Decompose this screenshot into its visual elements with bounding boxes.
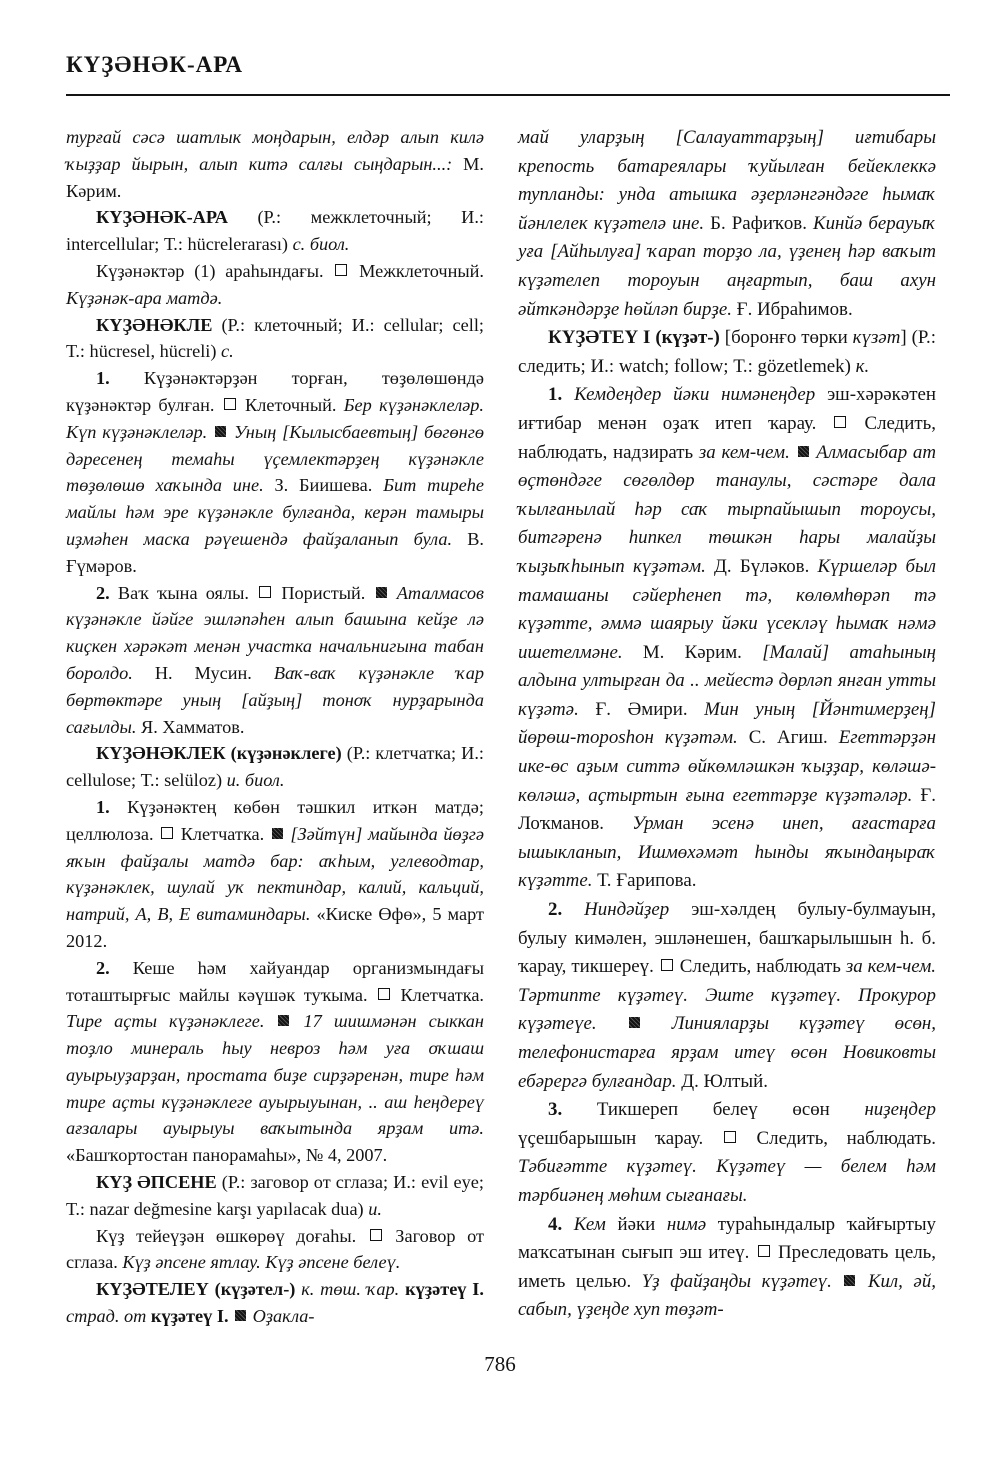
government: за кем-чем. (698, 441, 796, 463)
square-icon (378, 988, 390, 1000)
headword: КҮҘӘНӘК-АРА (96, 207, 228, 228)
source: Ғ. Ибраһимов. (736, 298, 853, 320)
quote: Оҙакла- (248, 1306, 315, 1327)
right-column (518, 124, 936, 1325)
citation-mark-icon (798, 446, 809, 457)
source: Н. Мусин. (154, 662, 274, 683)
grammar-label: и. (368, 1198, 382, 1219)
running-head: КҮҘӘНӘК-АРА (66, 52, 243, 77)
quote: [Малай] атаһының алдына ултырған да .. мейестә дөрләп янған утты күҙәтә. (518, 641, 936, 720)
headword: КҮҘӘНӘКЛЕК (күҙәнәклеге) (96, 743, 342, 764)
quote: Егеттәрҙән ике-өс аҙым ситтә өйкөмләшкән ҡыҙҙар, көләшә-көләшә, аҫтыртын ғына егеттәрҙе күҙәтәләр. (518, 727, 936, 806)
square-icon (161, 827, 173, 839)
grammar-label: к. (855, 355, 870, 377)
grammar-label: и. биол. (226, 770, 285, 791)
translation: Преследовать цель, иметь целью. (518, 1242, 936, 1292)
translation: Следить, наблюдать (674, 956, 846, 978)
translation: Клетчатка. (175, 823, 270, 844)
citation-mark-icon (844, 1275, 855, 1286)
equivalents: (Р.: межклеточный; И.: intercellular; Т.: hücrelerarası) (66, 207, 484, 255)
source: М. Кәрим. (66, 153, 484, 201)
translation: Пористый. (273, 582, 374, 603)
source: Ғ. Әмири. (595, 698, 705, 720)
source: С. Агиш. (748, 727, 839, 749)
example: Тире аҫты күҙәнәклеге. (66, 1011, 277, 1032)
sense-number: 2. (96, 957, 110, 978)
headword: КҮҘӘНӘКЛЕ (96, 314, 213, 335)
quote: 17 шишмәнән сыккан тоҙло минераль һыу невроз һәм уға оҡшаш ауырыуҙарҙан, простата биҙе сирҙәренән, тире һәм тире аҫты күҙәнәклеге ауырыуынан, .. аш һеңдереү ағзалары ауырыуы ваҡытында ярҙам итә. (66, 1011, 484, 1139)
quote: Кил, әй, сабып, үҙеңде хуп төҙәт- (518, 1270, 936, 1321)
quote: Урман эсенә инеп, ағастарға ышыкланып, Ишмөхәмәт һынды яҡындаңыраҡ күҙәтте. (518, 813, 936, 892)
definition (66, 1223, 484, 1277)
translation: Межклеточный. (349, 260, 484, 281)
source: В. Ғүмәров. (66, 528, 484, 576)
example: Тәбиғәтте күҙәтеү. Күҙәтеү — белем һәм тәрбиәнең мөһим сығанағы. (518, 1156, 936, 1206)
definition (66, 258, 484, 312)
definition-text: Күҙ тейеүҙән өшкөрөү доғаһы. (96, 1225, 368, 1246)
definition-text: үҫешбарышын ҡарау. (518, 1127, 722, 1149)
equivalents: ] (Р.: следить; И.: watch; follow; Т.: gözetlemek) (518, 327, 936, 377)
grammar-label: с. биол. (292, 234, 350, 255)
definition-text: эш-хәлдең булыу-булмауын, булыу кимәлен, эшләнешен, башҡарылышын һ. б. ҡарау, тикшереү. (518, 899, 936, 978)
entry-continuation (66, 124, 484, 204)
grammar-label: страд. от (66, 1306, 151, 1327)
quote: май уларҙың [Салауаттарҙың] иғтибары крепость батареялары ҡуйылған бейеклеккә тупланды: унда атышка әҙерләнгәндәге һымаҡ йәнлелек күҙәтелә ине. (518, 127, 936, 234)
example: Бер күҙәнәклеләр. Күп күҙәнәклеләр. (66, 394, 485, 442)
page-number: 786 (484, 1352, 516, 1376)
quote: Бит тиреһе майлы һәм эре күҙәнәкле булғанда, керән тамыры иҙмәһен маска рәүешендә файҙаланып була. (66, 475, 484, 549)
definition-text: Тикшереп белеү өсөн (562, 1099, 865, 1121)
object-label: Кемдеңдер йәки нимәнеңдер (562, 384, 828, 406)
square-icon (661, 959, 673, 971)
entry-kuzateu-1 (518, 324, 936, 381)
sense-1 (66, 365, 484, 579)
source: Я. Хамматов. (141, 716, 245, 737)
citation-mark-icon (235, 1310, 246, 1321)
object-label: нимә (666, 1213, 718, 1235)
cross-reference: күҙәтеү I. (399, 1279, 484, 1300)
entry-kuzanakle (66, 312, 484, 366)
definition-text: эш-хәрәкәтен иғтибар менән оҙаҡ итеп ҡарау. (518, 384, 936, 434)
sense-2 (66, 580, 484, 741)
source: Т. Ғарипова. (597, 870, 697, 892)
quote: Аталмасов күҙәнәкле йәйге эшләпәһен алып башына кейҙе лә киҫкен хәрәкәт менән участка начальнигына табан боролдо. (66, 582, 484, 683)
quote: Кинйә берауыҡ уға [Айһылуға] ҡарап торҙо ла, үҙенең һәр ваҡыт күҙәтелеп тороуын аңғартып, баш ахун әйткәндәрҙе һөйләп бирҙе. (518, 212, 936, 320)
object-label: Ниндәйҙер (562, 899, 692, 921)
headword: КҮҘ ӘПСЕНЕ (96, 1172, 217, 1193)
definition-text: Күҙәнәктәр (1) араһындағы. (96, 260, 334, 281)
header-rule (66, 94, 950, 96)
object-label: Кем (562, 1213, 618, 1235)
object-label: ниҙеңдер (864, 1099, 936, 1121)
quote: Күршеләр был тамашаны сәйерһенеп тә, көлөмһөрәп тә күҙәтте, әммә шаярыу йәки үсекләү һымаҡ нәмә ишетелмәне. (518, 555, 936, 663)
entry-kuz-apsene (66, 1169, 484, 1223)
entry-kuzateleu (66, 1276, 484, 1330)
entry-kuzanak-ara (66, 204, 484, 258)
sense-number: 1. (96, 368, 110, 389)
left-column (66, 124, 484, 1330)
sense-2 (66, 955, 484, 1169)
translation: Клеточный. (237, 394, 344, 415)
definition-text: йәки (617, 1213, 667, 1235)
citation-mark-icon (376, 587, 387, 598)
definition-text: Күҙәнәктәрҙән торған, төҙөлөшөндә күҙәнәктәр булған. (66, 368, 484, 415)
translation: Заговор от сглаза. (66, 1225, 484, 1273)
example: Күҙәнәк-ара матдә. (66, 287, 223, 308)
headword: КҮҘӘТЕЛЕҮ (күҙәтел-) (96, 1279, 296, 1300)
example: за кем-чем. Тәртипте күҙәтеү. Эште күҙәтеү. Прокурор күҙәтеүе. (518, 956, 936, 1035)
square-icon (335, 264, 347, 276)
source: З. Биишева. (274, 475, 384, 496)
grammar-label: с. (221, 341, 234, 362)
sense-3 (518, 1096, 936, 1210)
example: Күҙ әпсене ятлау. Күҙ әпсене белеү. (122, 1252, 401, 1273)
definition-text: Күҙәнәктең көбөн тәшкил иткән матдә; целлюлоза. (66, 796, 484, 844)
sense-1 (518, 381, 936, 896)
equivalents: (Р.: заговор от сглаза; И.: evil eye; Т.: nazar değmesine karşı yapılacak dua) (66, 1172, 484, 1219)
citation-mark-icon (629, 1017, 640, 1028)
square-icon (259, 586, 271, 598)
etymology: [боронғо төрки (719, 327, 853, 349)
sense-number: 2. (96, 582, 110, 603)
quote: Линияларҙы күҙәтеү өсөн, телефонистарға ярҙам итеү өсөн Новиковты ебәрергә булғандар. (518, 1013, 936, 1092)
equivalents: (Р.: клетчатка; И.: cellulose; Т.: selüloz) (66, 743, 484, 791)
definition-text: Кеше һәм хайуандар организмындағы тоташтырғыс майлы кәүшәк туҡыма. (66, 957, 484, 1005)
source: Б. Рафиҡов. (710, 212, 814, 234)
quote: Уның [Кылысбаевтың] бөгөнгө дәресенең темаһы үҫемлектәрҙең күҙәнәкле төҙөлөшө хаҡында ине. (66, 421, 484, 496)
source: Д. Бүләков. (714, 555, 818, 577)
example: Үҙ файҙаңды күҙәтеү. (641, 1270, 843, 1292)
quote: Мин уның [Йәнтимерҙең] йөрөш-тороshон күҙәтәм. (518, 698, 937, 749)
quote: Алмасыбар ат өҫтөндәге сөгөлдөр танаулы, сәстәре дала ҡылғанылай һәр саҡ тырпайышып тороусы, битгәренә һипкел төшкән һары малайҙы ҡыҙыҡһынып күҙәтәм. (518, 441, 936, 577)
citation-mark-icon (278, 1015, 289, 1026)
source: М. Кәрим. (642, 641, 763, 663)
sense-number: 2. (548, 899, 563, 921)
sense-number: 4. (548, 1213, 563, 1235)
equivalents: (Р.: клеточный; И.: cellular; cell; Т.: hücresel, hücreli) (66, 314, 484, 362)
square-icon (370, 1229, 382, 1241)
quote-continuation (518, 124, 936, 324)
square-icon (834, 416, 846, 428)
headword: КҮҘӘТЕҮ I (күҙәт-) (548, 327, 720, 349)
citation-mark-icon (215, 426, 226, 437)
sense-2 (518, 896, 936, 1096)
sense-number: 1. (548, 384, 563, 406)
source: Ғ. Лоҡманов. (518, 784, 936, 835)
sense-number: 3. (548, 1099, 563, 1121)
translation: Следить, наблюдать, надзирать (518, 412, 936, 463)
definition-text: Ваҡ ҡына оялы. (109, 582, 258, 603)
etymon: күзәт (852, 327, 901, 349)
source: «Башҡортостан панорамаһы», № 4, 2007. (66, 1145, 388, 1166)
quote: [Зәйтүн] майында йөҙгә яҡын файҙалы матдә бар: аҡһым, углеводтар, күҙәнәклек, шулай уҡ пектиндар, калий, кальций, натрий, А, В, Е витаминдары. (66, 823, 484, 925)
square-icon (724, 1131, 736, 1143)
sense-1 (66, 794, 484, 955)
translation: Клетчатка. (392, 984, 485, 1005)
citation-mark-icon (272, 828, 283, 839)
sense-4 (518, 1211, 936, 1325)
cross-reference: күҙәтеү I. (150, 1306, 234, 1327)
source: «Киске Өфө», 5 март 2012. (66, 904, 484, 951)
grammar-label: к. төш. ҡар. (295, 1279, 400, 1300)
translation: Следить, наблюдать. (737, 1127, 936, 1149)
square-icon (224, 398, 236, 410)
quote: Ваҡ-ваҡ күҙәнәкле ҡар бөртөктәре уның [айҙың] тоноҡ нурҙарында сағылды. (66, 662, 484, 737)
entry-kuzanaklek (66, 740, 484, 794)
square-icon (758, 1245, 770, 1257)
source: Д. Юлтый. (681, 1070, 768, 1092)
quote: турғай сәсә шатлык моңдарын, елдәр алып килә ҡыҙҙар йырын, алып китә салғы сыңдарын...: (66, 127, 484, 174)
sense-number: 1. (96, 796, 110, 817)
definition-text: тураһындалыр ҡайғыртыу маҡсатынан сығып эш итеү. (518, 1213, 936, 1264)
